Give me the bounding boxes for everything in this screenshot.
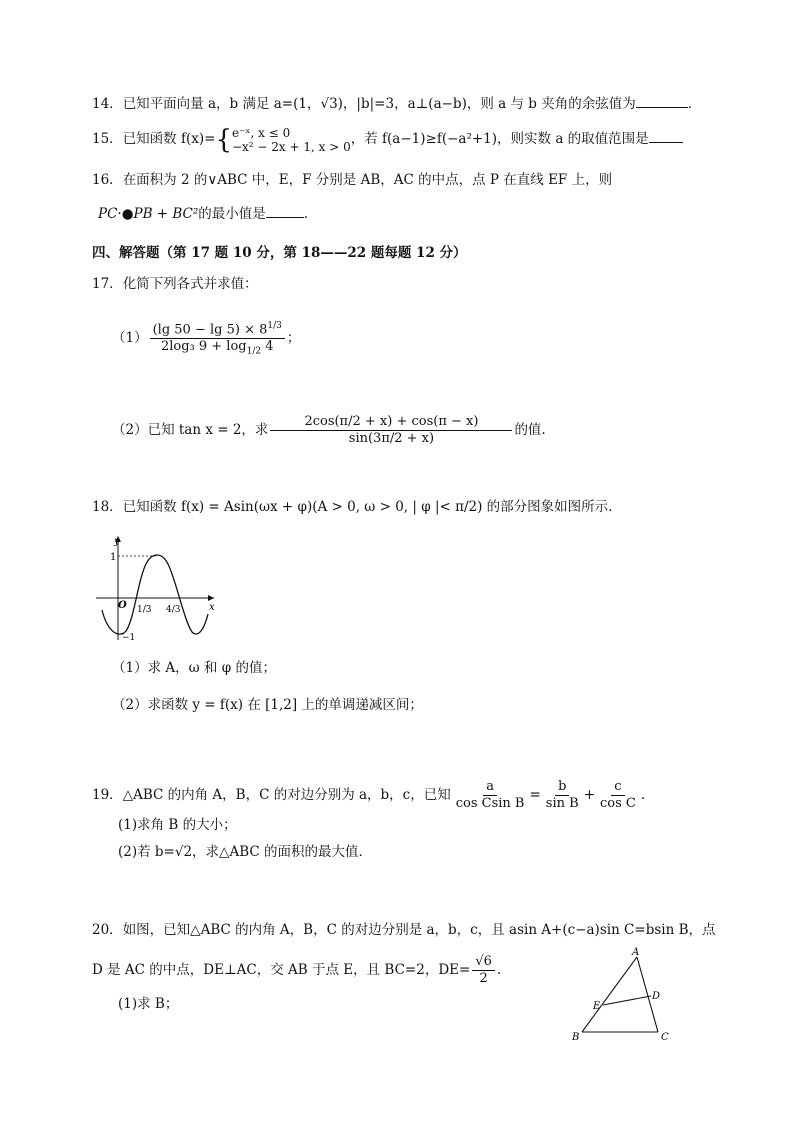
q16-number: 16． [92, 172, 123, 188]
q19-equals: = [529, 787, 541, 803]
q15 [92, 122, 683, 156]
q20-part1: (1)求 B； [118, 996, 179, 1012]
q19-frac-2-num: b [555, 779, 569, 796]
graph-tick-neg1: −1 [122, 633, 136, 642]
q15-pieces [232, 126, 351, 154]
q17-part1 [112, 312, 300, 364]
q18-part1: （1）求 A，ω 和 φ 的值； [112, 660, 276, 676]
graph-x-tick-b: 4/3 [166, 605, 181, 615]
q17-p1-label: （1） [112, 330, 148, 346]
q20-text: 如图，已知△ABC 的内角 A，B，C 的对边分别是 a，b，c，且 asin A+(c−a)sin C=bsin B，点 [122, 922, 716, 938]
q19-number: 19． [92, 787, 123, 803]
figure-label-e: E [593, 1001, 601, 1012]
q17-number: 17． [92, 276, 123, 292]
graph-x-arrow [208, 595, 214, 601]
figure-label-d: D [652, 991, 661, 1002]
q19-frac-3 [597, 779, 639, 812]
q19-frac-3-den: cos C [600, 796, 636, 811]
q15-piece-1: e⁻ˣ, x ≤ 0 [231, 125, 291, 140]
q19-frac-2-den: sin B [545, 796, 579, 811]
q19-frac-2 [543, 779, 582, 812]
q18-number: 18． [92, 499, 123, 515]
q19-end: . [640, 787, 646, 803]
q20-number: 20． [92, 922, 123, 938]
q16-end: . [303, 206, 309, 222]
triangle-side-ba [582, 957, 637, 1032]
q17-p1-den-text: 2log₃ 9 + log [160, 338, 247, 354]
segment-de [603, 996, 651, 1005]
q16-line1 [92, 170, 612, 190]
q19-text: △ABC 的内角 A，B，C 的对边分别为 a，b，c，已知 [122, 787, 451, 803]
q18-part2: （2）求函数 y = f(x) 在 [1,2] 上的单调递减区间； [112, 697, 423, 713]
q19-frac-1-num: a [483, 779, 497, 796]
section-title: 四、解答题（第 17 题 10 分，第 18——22 题每题 12 分） [92, 245, 467, 261]
figure-label-b: B [572, 1032, 580, 1043]
graph-x-label: x [209, 602, 215, 613]
q14-end: ． [687, 96, 702, 112]
q17-p1-exponent: 1/3 [267, 320, 282, 331]
q14-blank [636, 93, 688, 108]
q17-p2-label: （2）已知 tan x = 2，求 [112, 422, 269, 438]
figure-label-c: C [661, 1032, 669, 1043]
q17-p1-den-tail: 4 [261, 338, 274, 354]
q14-text: 已知平面向量 a，b 满足 a=(1，√3)，|b|=3，a⊥(a−b)，则 a 与 b 夹角的余弦值为 [122, 96, 636, 112]
q18-stem [92, 497, 612, 517]
graph-x-tick-a: 1/3 [137, 605, 152, 615]
q18-graph [96, 534, 218, 642]
q19-stem [92, 775, 645, 815]
q17-p1-den-subscript: 1/2 [246, 346, 262, 357]
graph-tick-1: 1 [110, 552, 117, 563]
q16-expression: PC·●PB + BC² [98, 206, 199, 222]
q17-p1-num-text: (lg 50 − lg 5) × 8 [152, 321, 268, 337]
graph-y-label: y [114, 536, 120, 547]
q20-text-2: D 是 AC 的中点，DE⊥AC，交 AB 于点 E，且 BC=2，DE= [92, 962, 471, 978]
q19-part1: (1)求角 B 的大小； [118, 817, 237, 833]
q14 [92, 93, 701, 114]
q19-frac-1-den: cos Csin B [455, 796, 525, 811]
q15-lead: 已知函数 f(x)= [122, 131, 216, 147]
q20-line2-end: . [496, 962, 502, 978]
figure-label-a: A [632, 947, 640, 958]
q20-triangle-figure [566, 946, 684, 1046]
q17-text: 化简下列各式并求值： [122, 276, 258, 292]
q16-tail: 的最小值是 [198, 206, 266, 222]
q15-number: 15． [92, 131, 123, 147]
q15-piece-2: −x² − 2x + 1, x > 0 [231, 139, 351, 154]
q17-p1-end: ； [286, 330, 301, 346]
q16-text: 在面积为 2 的∨ABC 中，E，F 分别是 AB，AC 的中点，点 P 在直线 EF 上，则 [122, 172, 613, 188]
q14-number: 14． [92, 96, 123, 112]
q20-de-fraction [472, 954, 495, 987]
q17-p2-numerator: 2cos(π/2 + x) + cos(π − x) [270, 414, 512, 431]
q17-p2-fraction [270, 414, 512, 447]
q17-p1-fraction [150, 318, 285, 360]
q17-p2-denominator: sin(3π/2 + x) [348, 431, 435, 446]
q17-part2 [112, 398, 546, 462]
q16-line2 [98, 203, 308, 224]
q20-line1 [92, 920, 716, 940]
q15-brace: { [215, 124, 232, 155]
q19-plus: + [583, 787, 595, 803]
q17-stem [92, 274, 258, 294]
q15-blank [649, 128, 683, 143]
q19-frac-3-num: c [611, 779, 624, 796]
q17-p1-numerator [150, 318, 285, 339]
q20-de-num: √6 [472, 954, 495, 971]
q16-blank [266, 203, 304, 218]
q19-frac-1 [453, 779, 528, 812]
q19-part2: (2)若 b=√2，求△ABC 的面积的最大值． [118, 844, 372, 860]
q15-tail: ，若 f(a−1)≥f(−a²+1)，则实数 a 的取值范围是 [350, 131, 649, 147]
q18-text: 已知函数 f(x) = Asin(ωx + φ)(A > 0, ω > 0, | φ |< π/2) 的部分图象如图所示. [122, 499, 613, 515]
graph-origin-label: O [118, 600, 127, 611]
q17-p1-denominator [158, 339, 277, 360]
q17-p2-end: 的值. [514, 422, 546, 438]
q20-line2 [92, 952, 501, 988]
q20-de-den: 2 [479, 971, 488, 986]
